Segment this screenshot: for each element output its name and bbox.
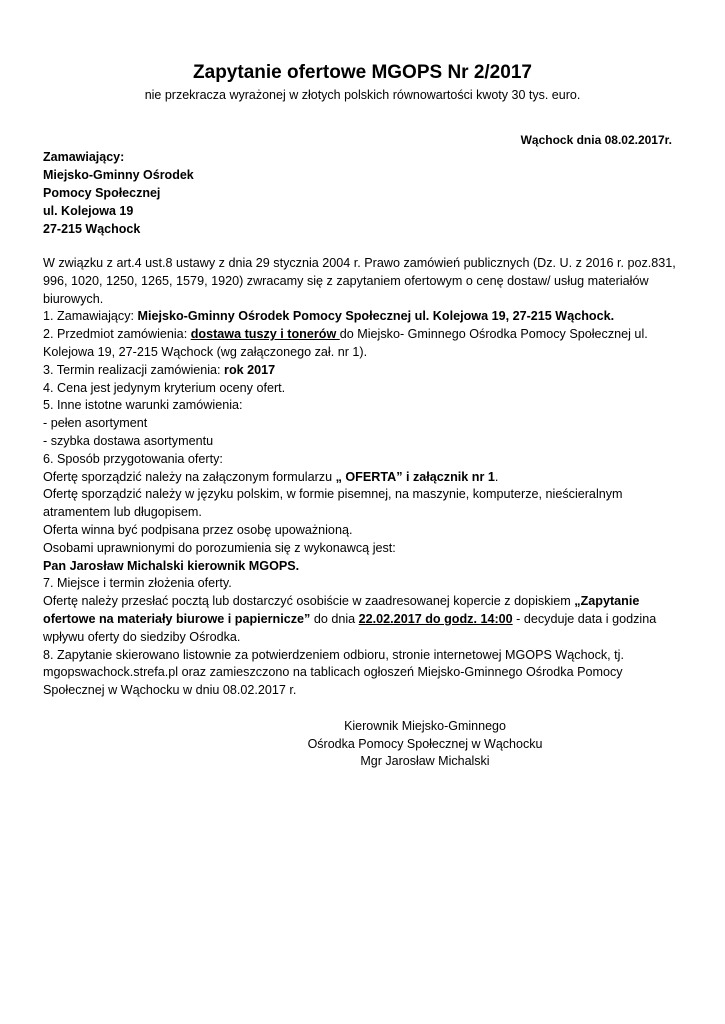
point-3 xyxy=(43,362,683,380)
point-6-form-suffix: . xyxy=(494,469,499,484)
point-6-contact-person: Pan Jarosław Michalski kierownik MGOPS. xyxy=(43,558,300,573)
orderer-line: Miejsko-Gminny Ośrodek xyxy=(43,168,194,182)
point-2-subject: dostawa tuszy i tonerów xyxy=(190,327,340,342)
document-body xyxy=(43,255,683,700)
point-7-deadline: 22.02.2017 do godz. 14:00 xyxy=(358,611,513,626)
signature-block xyxy=(300,718,550,771)
page-subtitle: nie przekracza wyrażonej w złotych polskich równowartości kwoty 30 tys. euro. xyxy=(144,88,581,102)
point-6-form xyxy=(43,469,683,487)
point-2 xyxy=(43,326,683,362)
point-7-envelope-note: „Zapytanie ofertowe na materiały biurowe i papiernicze” xyxy=(43,594,640,626)
point-1-label: 1. Zamawiający: xyxy=(43,309,138,324)
signature-line: Kierownik Miejsko-Gminnego xyxy=(344,719,506,733)
orderer-line: ul. Kolejowa 19 xyxy=(43,204,134,218)
point-7-suffix: - decyduje data i godzina wpływu oferty do siedziby Ośrodka. xyxy=(43,611,657,644)
point-6-form-text: Ofertę sporządzić należy na załączonym formularzu xyxy=(43,469,336,484)
point-5-item: - pełen asortyment xyxy=(43,416,148,431)
page-title: Zapytanie ofertowe MGOPS Nr 2/2017 xyxy=(193,62,532,83)
point-1 xyxy=(43,308,683,326)
point-2-rest: do Miejsko- Gminnego Ośrodka Pomocy Społecznej ul. Kolejowa 19, 27-215 Wąchock (wg załączonego zał. nr 1). xyxy=(43,327,648,359)
orderer-line: Pomocy Społecznej xyxy=(43,186,161,200)
point-6-language: Ofertę sporządzić należy w języku polskim, w formie pisemnej, na maszynie, komputerze, nieścieralnym atramentem lub długopisem. xyxy=(43,487,623,520)
document-date: Wąchock dnia 08.02.2017r. xyxy=(520,133,672,147)
point-5-item: - szybka dostawa asortymentu xyxy=(43,433,214,448)
signature-name: Mgr Jarosław Michalski xyxy=(360,754,490,768)
orderer-block xyxy=(43,148,194,238)
orderer-label: Zamawiający: xyxy=(43,150,125,164)
point-7: 7. Miejsce i termin złożenia oferty. xyxy=(43,576,232,591)
point-5: 5. Inne istotne warunki zamówienia: xyxy=(43,398,243,413)
signature-line: Ośrodka Pomocy Społecznej w Wąchocku xyxy=(307,736,543,751)
intro-paragraph: W związku z art.4 ust.8 ustawy z dnia 29 stycznia 2004 r. Prawo zamówień publicznych (Dz. U. z 2016 r. poz.831, 996, 1020, 1250, 1265, 1579, 1920) zwracamy się z zapytaniem ofertowym o cenę dostaw/ usług materiałów biurowych. xyxy=(43,256,676,306)
orderer-line: 27-215 Wąchock xyxy=(43,222,141,236)
point-6-contact: Osobami uprawnionymi do porozumienia się z wykonawcą jest: xyxy=(43,540,396,555)
point-1-value: Miejsko-Gminny Ośrodek Pomocy Społecznej ul. Kolejowa 19, 27-215 Wąchock. xyxy=(137,309,615,324)
point-7-text: Ofertę należy przesłać pocztą lub dostarczyć osobiście w zaadresowanej kopercie z dopiskiem xyxy=(43,594,575,609)
point-7-details xyxy=(43,593,683,646)
point-8: 8. Zapytanie skierowano listownie za potwierdzeniem odbioru, stronie internetowej MGOPS Wąchock, tj. mgopswachock.strefa.pl oraz zamieszczono na tablicach ogłoszeń Miejsko-Gminnego Ośrodka Pomocy Społecznej w Wąchocku w dniu 08.02.2017 r. xyxy=(43,647,624,698)
point-2-label: 2. Przedmiot zamówienia: xyxy=(43,327,191,342)
point-3-label: 3. Termin realizacji zamówienia: xyxy=(43,362,225,377)
point-4: 4. Cena jest jedynym kryterium oceny ofert. xyxy=(43,380,286,395)
point-6-form-name: „ OFERTA” i załącznik nr 1 xyxy=(335,469,495,484)
point-6-signature: Oferta winna być podpisana przez osobę upoważnioną. xyxy=(43,522,353,537)
point-6: 6. Sposób przygotowania oferty: xyxy=(43,451,223,466)
point-7-mid: do dnia xyxy=(310,611,359,626)
point-3-value: rok 2017 xyxy=(224,362,276,377)
